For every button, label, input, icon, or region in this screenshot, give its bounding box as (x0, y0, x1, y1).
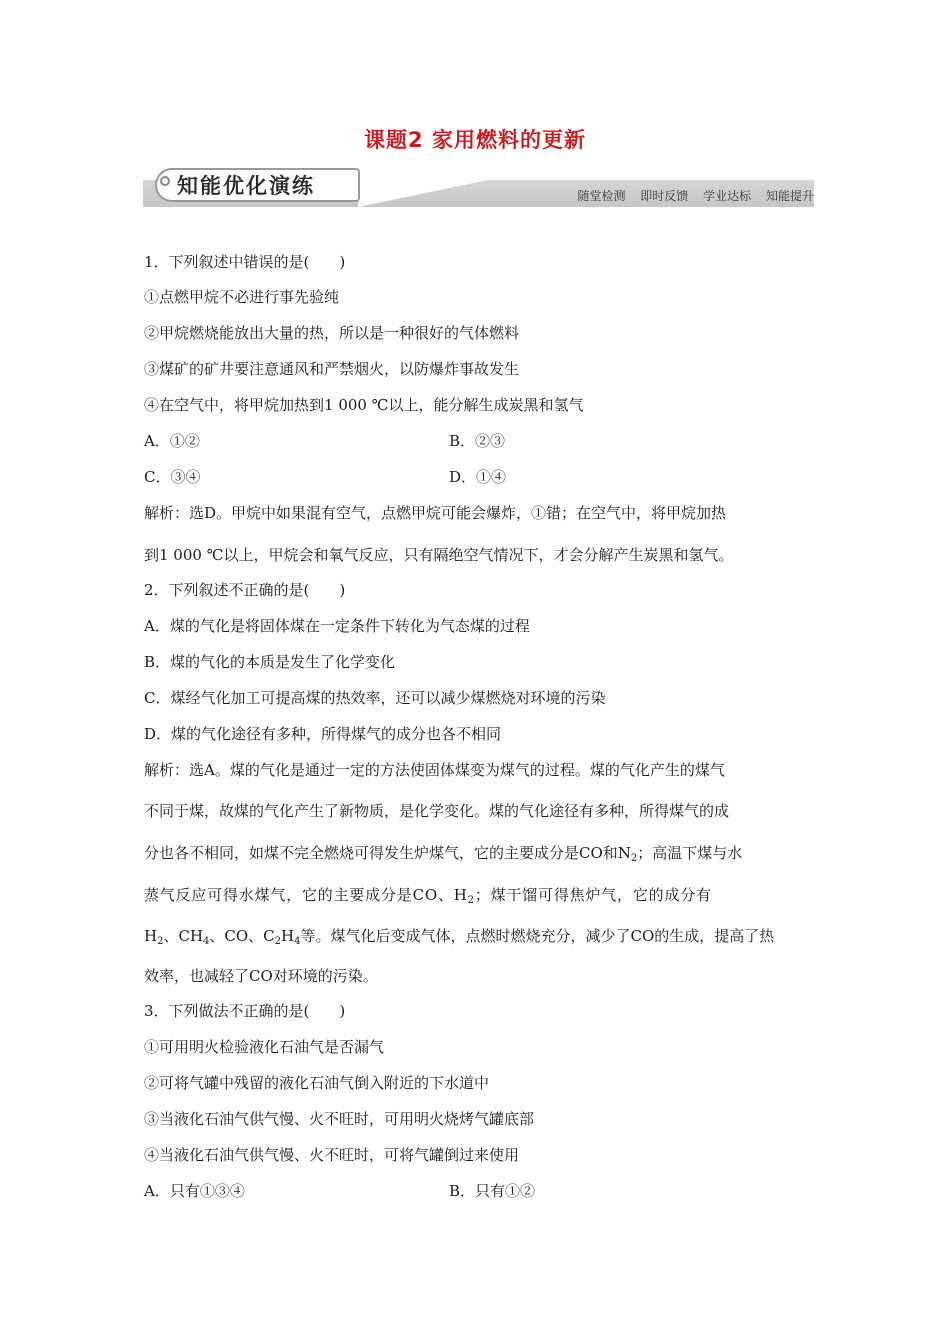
banner-slope (358, 180, 488, 207)
q2-analysis-line-4 (144, 886, 712, 904)
q2-analysis-text: 分也各不相同，如煤不完全燃烧可得发生炉煤气，它的主要成分是CO和N (144, 844, 631, 862)
q2-option-b: B．煤的气化的本质是发生了化学变化 (144, 653, 396, 671)
subscript: 2 (630, 853, 638, 864)
q2-stem: 2．下列叙述不正确的是( ) (144, 581, 346, 599)
q1-stem: 1．下列叙述中错误的是( ) (144, 253, 346, 271)
banner-link-standard[interactable]: 学业达标 (703, 189, 752, 203)
banner-link-feedback[interactable]: 即时反馈 (640, 189, 689, 203)
q2-analysis-text: 等。煤气化后变成气体，点燃时燃烧充分，减少了CO的生成，提高了热 (300, 927, 775, 945)
q3-item-4: ④当液化石油气供气慢、火不旺时，可将气罐倒过来使用 (144, 1146, 520, 1164)
q1-item-2: ②甲烷燃烧能放出大量的热，所以是一种很好的气体燃料 (144, 324, 520, 342)
q1-item-4: ④在空气中，将甲烷加热到1 000 ℃以上，能分解生成炭黑和氢气 (144, 396, 584, 414)
q1-option-d: D．①④ (449, 468, 507, 486)
subscript: 4 (294, 936, 301, 947)
banner-link-improve[interactable]: 知能提升 (765, 189, 814, 203)
q2-analysis-line-6: 效率，也减轻了CO对环境的污染。 (144, 967, 378, 985)
subscript: 2 (274, 936, 282, 947)
subscript: 2 (157, 936, 164, 947)
q1-analysis-line-1: 解析：选D。甲烷中如果混有空气，点燃甲烷可能会爆炸，①错；在空气中，将甲烷加热 (144, 504, 727, 522)
q3-item-3: ③当液化石油气供气慢、火不旺时，可用明火烧烤气罐底部 (144, 1110, 535, 1128)
q1-analysis-line-2: 到1 000 ℃以上，甲烷会和氧气反应，只有隔绝空气情况下，才会分解产生炭黑和氢气。 (144, 546, 734, 564)
bullet-icon (160, 176, 170, 186)
q2-analysis-text: 、CO、C (209, 927, 275, 945)
banner-title: 知能优化演练 (177, 174, 315, 198)
q1-option-b: B．②③ (449, 432, 506, 450)
banner-link-check[interactable]: 随堂检测 (577, 189, 626, 203)
q2-analysis-text: H (144, 927, 158, 945)
q2-analysis-text: 蒸气反应可得水煤气，它的主要成分是CO、H (144, 886, 468, 904)
q2-analysis-text: ；煤干馏可得焦炉气，它的成分有 (474, 886, 712, 904)
q3-item-1: ①可用明火检验液化石油气是否漏气 (144, 1038, 385, 1056)
q3-stem: 3．下列做法不正确的是( ) (144, 1002, 346, 1020)
q1-item-3: ③煤矿的矿井要注意通风和严禁烟火，以防爆炸事故发生 (144, 360, 520, 378)
subscript: 2 (467, 895, 475, 906)
q3-item-2: ②可将气罐中残留的液化石油气倒入附近的下水道中 (144, 1074, 490, 1092)
q1-option-a: A．①② (144, 432, 200, 450)
q3-option-a: A．只有①③④ (144, 1182, 245, 1200)
page-title: 课题2 家用燃料的更新 (364, 128, 586, 152)
q1-option-c: C．③④ (144, 468, 201, 486)
q2-analysis-text: ；高温下煤与水 (637, 844, 743, 862)
q2-analysis-line-5 (144, 927, 774, 945)
subscript: 4 (203, 936, 210, 947)
q2-option-a: A．煤的气化是将固体煤在一定条件下转化为气态煤的过程 (144, 617, 530, 635)
q2-analysis-line-3 (144, 844, 742, 862)
q2-analysis-text: H (281, 927, 295, 945)
q2-option-d: D．煤的气化途径有多种，所得煤气的成分也各不相同 (144, 725, 502, 743)
banner-links (566, 187, 814, 204)
q2-analysis-text: 、CH (163, 927, 204, 945)
q2-analysis-line-1: 解析：选A。煤的气化是通过一定的方法使固体煤变为煤气的过程。煤的气化产生的煤气 (144, 761, 725, 779)
q2-option-c: C．煤经气化加工可提高煤的热效率，还可以减少煤燃烧对环境的污染 (144, 689, 606, 707)
q2-analysis-line-2: 不同于煤，故煤的气化产生了新物质，是化学变化。煤的气化途径有多种，所得煤气的成 (144, 802, 730, 820)
q3-option-b: B．只有①② (449, 1182, 536, 1200)
q1-item-1: ①点燃甲烷不必进行事先验纯 (144, 288, 340, 306)
